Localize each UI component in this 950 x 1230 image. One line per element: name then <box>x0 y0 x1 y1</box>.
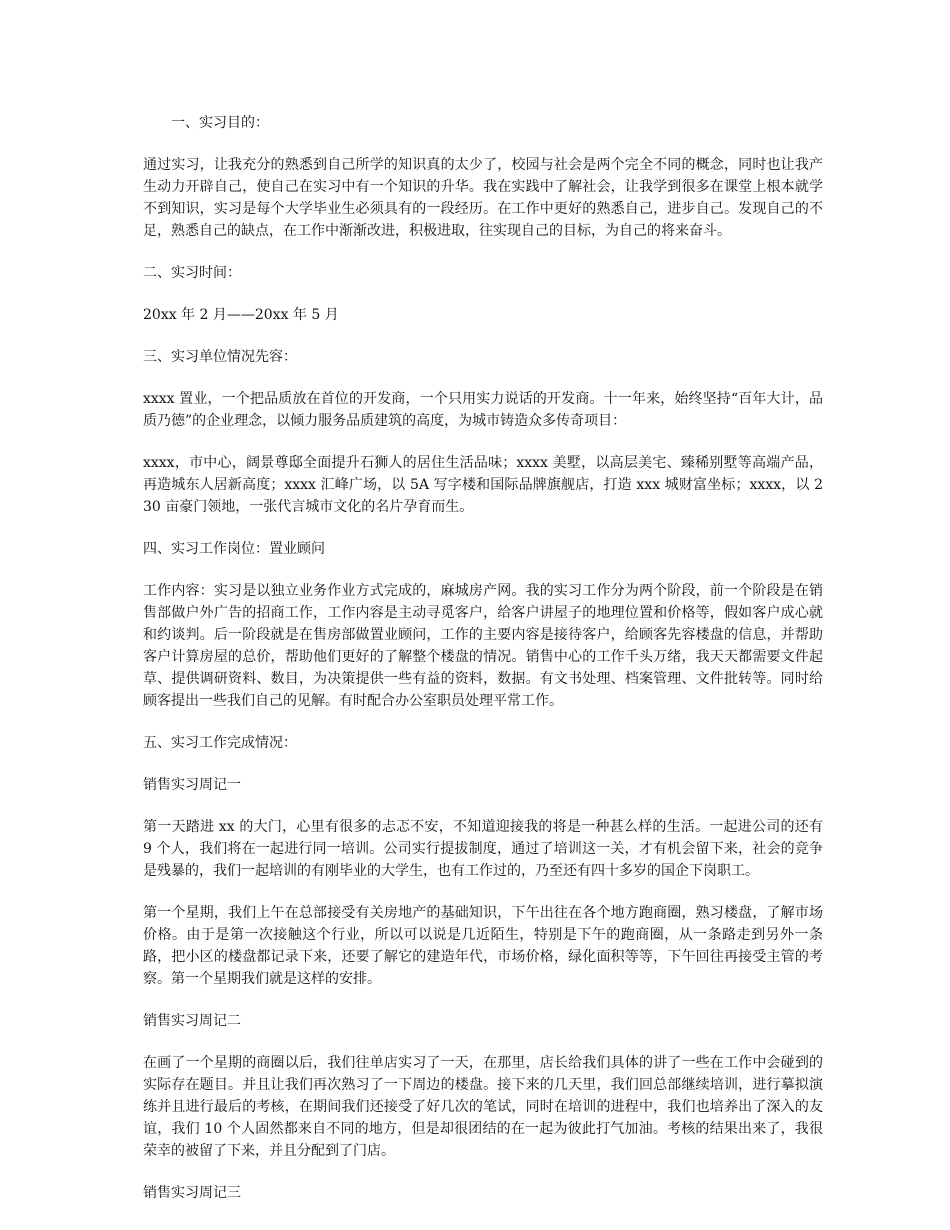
paragraph-company-intro: xxxx 置业，一个把品质放在首位的开发商，一个只用实力说话的开发商。十一年来，始终坚持“百年大计，品质乃德”的企业理念，以倾力服务品质建筑的高度，为城市铸造众多传奇项目： <box>143 391 823 429</box>
paragraph-week1-part2: 第一个星期，我们上午在总部接受有关房地产的基础知识，下午出往在各个地方跑商圈，熟习楼盘，了解市场价格。由于是第一次接触这个行业，所以可以说是几近陌生，特别是下午的跑商圈，从一条路走到另外一条路，把小区的楼盘都记录下来，还要了解它的建造年代，市场价格，绿化面积等等，下午回往再接受主管的考察。第一个星期我们就是这样的安排。 <box>143 905 823 987</box>
document-body <box>143 112 823 1224</box>
weekly-note-title-2: 销售实习周记二 <box>143 1013 241 1029</box>
section-heading-position: 四、实习工作岗位：置业顾问 <box>143 541 325 557</box>
section-heading-company: 三、实习单位情况先容： <box>143 349 297 365</box>
paragraph-company-projects: xxxx，市中心，阔景尊邸全面提升石狮人的居住生活品味；xxxx 美墅，以高层美宅、臻稀别墅等高端产品，再造城东人居新高度；xxxx 汇峰广场，以 5A 写字楼和国际品牌旗舰店，打造 xxx 城财富坐标；xxxx，以 230 亩豪门领地，一张代言城市文化的名片孕育而生。 <box>143 455 823 515</box>
paragraph-work-content: 工作内容：实习是以独立业务作业方式完成的，麻城房产网。我的实习工作分为两个阶段，前一个阶段是在销售部做户外广告的招商工作，工作内容是主动寻觅客户，给客户讲屋子的地理位置和价格等，假如客户成心就和约谈判。后一阶段就是在售房部做置业顾问，工作的主要内容是接待客户，给顾客先容楼盘的信息，并帮助客户计算房屋的总价，帮助他们更好的了解整个楼盘的情况。销售中心的工作千头万绪，我天天都需要文件起草、提供调研资料、数目，为决策提供一些有益的资料，数据。有文书处理、档案管理、文件批转等。同时给顾客提出一些我们自己的见解。有时配合办公室职员处理平常工作。 <box>143 583 823 709</box>
section-heading-purpose: 一、实习目的： <box>171 115 269 131</box>
weekly-note-title-1: 销售实习周记一 <box>143 777 241 793</box>
paragraph-time: 20xx 年 2 月——20xx 年 5 月 <box>143 307 339 323</box>
section-heading-time: 二、实习时间： <box>143 265 241 281</box>
paragraph-week1-part1: 第一天踏进 xx 的大门，心里有很多的忐忑不安，不知道迎接我的将是一种甚么样的生活。一起进公司的还有 9 个人，我们将在一起进行同一培训。公司实行提拔制度，通过了培训这一关，才有机会留下来，社会的竞争是残暴的，我们一起培训的有刚毕业的大学生，也有工作过的，乃至还有四十多岁的国企下岗职工。 <box>143 819 823 879</box>
paragraph-purpose: 通过实习，让我充分的熟悉到自己所学的知识真的太少了，校园与社会是两个完全不同的概念，同时也让我产生动力开辟自己，使自己在实习中有一个知识的升华。我在实践中了解社会，让我学到很多在课堂上根本就学不到知识，实习是每个大学毕业生必须具有的一段经历。在工作中更好的熟悉自己，进步自己。发现自己的不足，熟悉自己的缺点，在工作中渐渐改进，积极进取，往实现自己的目标，为自己的将来奋斗。 <box>143 157 823 239</box>
weekly-note-title-3: 销售实习周记三 <box>143 1185 241 1201</box>
section-heading-completion: 五、实习工作完成情况： <box>143 735 297 751</box>
paragraph-week2: 在画了一个星期的商圈以后，我们往单店实习了一天，在那里，店长给我们具体的讲了一些在工作中会碰到的实际存在题目。并且让我们再次熟习了一下周边的楼盘。接下来的几天里，我们回总部继续培训，进行摹拟演练并且进行最后的考核，在期间我们还接受了好几次的笔试，同时在培训的进程中，我们也培养出了深入的友谊，我们 10 个人固然都来自不同的地方，但是却很团结的在一起为彼此打气加油。考核的结果出来了，我很荣幸的被留了下来，并且分配到了门店。 <box>143 1055 823 1159</box>
